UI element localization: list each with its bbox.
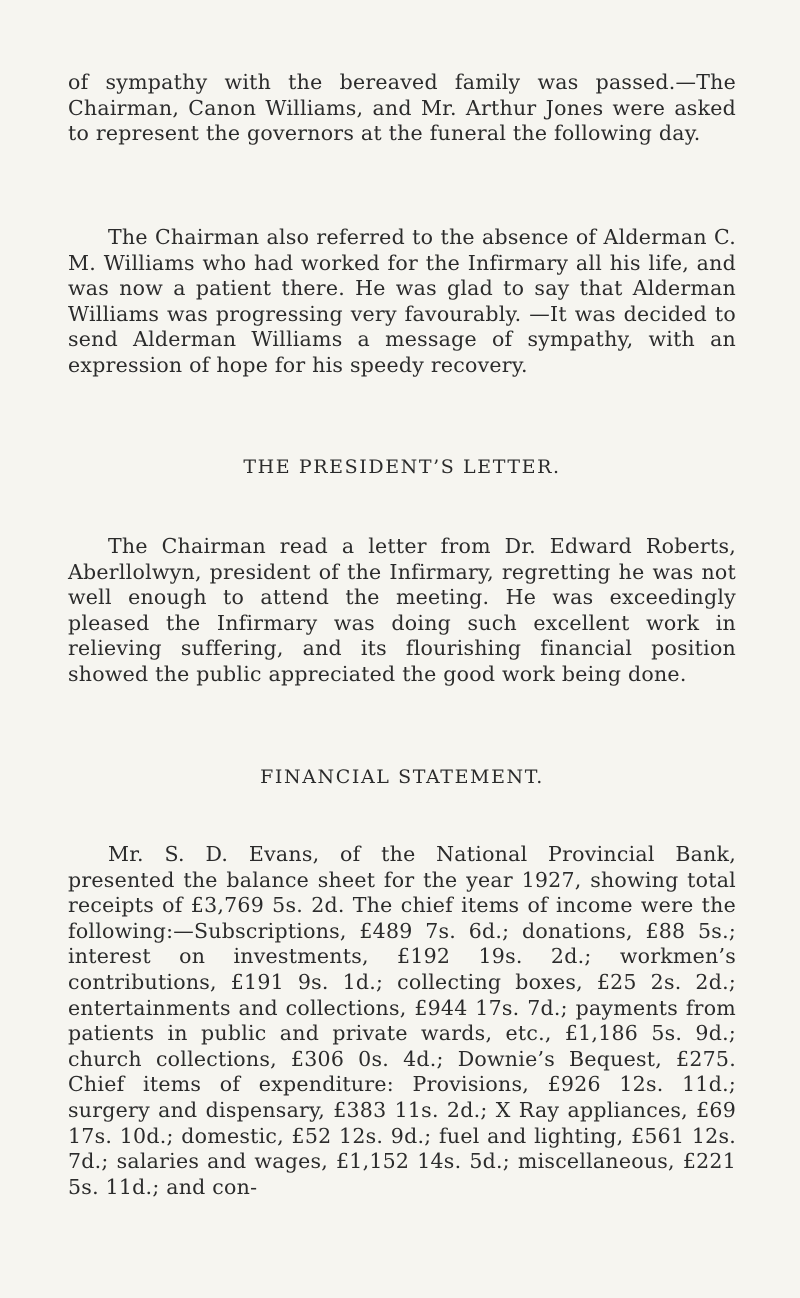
paragraph-sympathy: of sympathy with the bereaved family was passed.—The Chairman, Canon Williams, and Mr. Arthur Jones were asked to represent the governors at the funeral the following day.	[68, 70, 736, 146]
paragraph-presidents-letter: The Chairman read a letter from Dr. Edward Roberts, Aberllolwyn, president of the Infirmary, regretting he was not well enough to attend the meeting. He was exceedingly pleased the Infirmary was doing such excellent work in relieving suffering, and its flourishing financial position showed the public appreciated the good work being done.	[68, 534, 736, 686]
heading-presidents-letter: THE PRESIDENT’S LETTER.	[243, 456, 561, 478]
paragraph-financial-statement: Mr. S. D. Evans, of the National Provincial Bank, presented the balance sheet for the year 1927, showing total receipts of £3,769 5s. 2d. The chief items of income were the following:—Subscriptions, £489 7s. 6d.; donations, £88 5s.; interest on investments, £192 19s. 2d.; workmen’s contributions, £191 9s. 1d.; collecting boxes, £25 2s. 2d.; entertainments and collections, £944 17s. 7d.; payments from patients in public and private wards, etc., £1,186 5s. 9d.; church collections, £306 0s. 4d.; Downie’s Bequest, £275. Chief items of expenditure: Provisions, £926 12s. 11d.; surgery and dispensary, £383 11s. 2d.; X Ray appliances, £69 17s. 10d.; domestic, £52 12s. 9d.; fuel and lighting, £561 12s. 7d.; salaries and wages, £1,152 14s. 5d.; miscellaneous, £221 5s. 11d.; and con-	[68, 842, 736, 1199]
paragraph-alderman-absence: The Chairman also referred to the absence of Alderman C. M. Williams who had worked for the Infirmary all his life, and was now a patient there. He was glad to say that Alderman Williams was progressing very favourably. —It was decided to send Alderman Williams a message of sympathy, with an expression of hope for his speedy recovery.	[68, 225, 736, 377]
heading-financial-statement: FINANCIAL STATEMENT.	[260, 766, 544, 788]
